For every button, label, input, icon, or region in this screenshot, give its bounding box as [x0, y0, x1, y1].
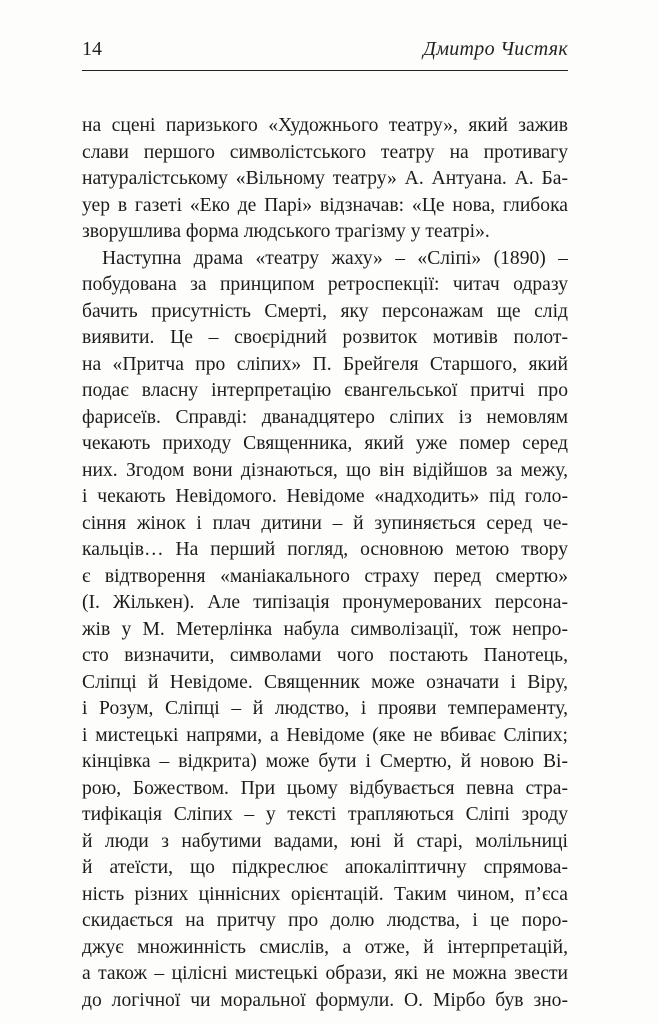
text-line: Сліпці й Невідоме. Священник може означати і Віру, — [82, 671, 568, 693]
text-line: і мистецькі напрями, а Невідоме (яке не вбиває Сліпих; — [82, 724, 568, 746]
text-line: ність різних ціннісних орієнтацій. Таким чином, п’єса — [82, 883, 568, 905]
text-line: джує множинність смислів, а отже, й інтерпретацій, — [82, 936, 568, 958]
text-line: побудована за принципом ретроспекції: читач одразу — [82, 274, 568, 295]
text-line: скидається на притчу про долю людства, і це поро- — [82, 910, 568, 931]
text-line: на сцені паризького «Художнього театру», який зажив — [82, 115, 568, 136]
text-line: сто визначити, символами чого постають Панотець, — [82, 645, 568, 666]
text-line: фарисеїв. Справді: дванадцятеро сліпих із немовлям — [82, 406, 568, 428]
text-line: них. Згодом вони дізнаються, що він відійшов за межу, — [82, 459, 568, 481]
text-line: подає власну інтерпретацію євангельської притчі про — [82, 380, 568, 401]
running-head-author: Дмитро Чистяк — [423, 38, 568, 60]
text-line: жів у М. Метерлінка набула символізації, тож непро- — [82, 618, 568, 640]
text-line: чекають приходу Священника, який уже помер серед — [82, 433, 568, 454]
text-line: до логічної чи моральної формули. О. Мірбо був зно- — [82, 989, 568, 1011]
text-line: бачить присутність Смерті, яку персонажам ще слід — [82, 300, 568, 322]
text-line: а також – цілісні мистецькі образи, які не можна звести — [82, 963, 568, 984]
text-line: є відтворення «маніакального страху перед смертю» — [82, 565, 568, 587]
text-line: сіння жінок і плач дитини – й зупиняється серед че- — [82, 512, 568, 534]
text-line: й люди з набутими вадами, юні й старі, молільниці — [82, 830, 568, 852]
text-line: рою, Божеством. При цьому відбувається певна стра- — [82, 777, 568, 799]
text-line: тифікація Сліпих – у тексті трапляються Сліпі зроду — [82, 804, 568, 825]
page-header — [82, 36, 568, 66]
text-line: уер в газеті «Еко де Парі» відзначав: «Це нова, глибока — [82, 194, 568, 216]
text-line: зворушлива форма людського трагізму у театрі». — [82, 221, 490, 242]
text-line: й атеїсти, що підкреслює апокаліптичну спрямова- — [82, 857, 568, 878]
text-line: кінцівка – відкрита) може бути і Смертю, й новою Ві- — [82, 751, 568, 772]
text-line: слави першого символістського театру на противагу — [82, 141, 568, 163]
text-line: Наступна драма «театру жаху» – «Сліпі» (1890) – — [102, 247, 568, 269]
text-line: (І. Жількен). Але типізація пронумерованих персона- — [82, 592, 568, 613]
text-line: виявити. Це – своєрідний розвиток мотивів полот- — [82, 327, 568, 348]
body-text — [82, 113, 568, 1014]
text-line: кальців… На перший погляд, основною метою твору — [82, 539, 568, 560]
text-line: і Розум, Сліпці – й людство, і прояви темпераменту, — [82, 698, 568, 719]
page-number: 14 — [82, 38, 102, 60]
text-line: на «Притча про сліпих» П. Брейгеля Старшого, який — [82, 353, 568, 375]
text-line: і чекають Невідомого. Невідоме «надходить» під голо- — [82, 486, 568, 507]
header-rule — [82, 70, 568, 71]
text-line: натуралістському «Вільному театру» А. Антуана. А. Ба- — [82, 168, 568, 189]
